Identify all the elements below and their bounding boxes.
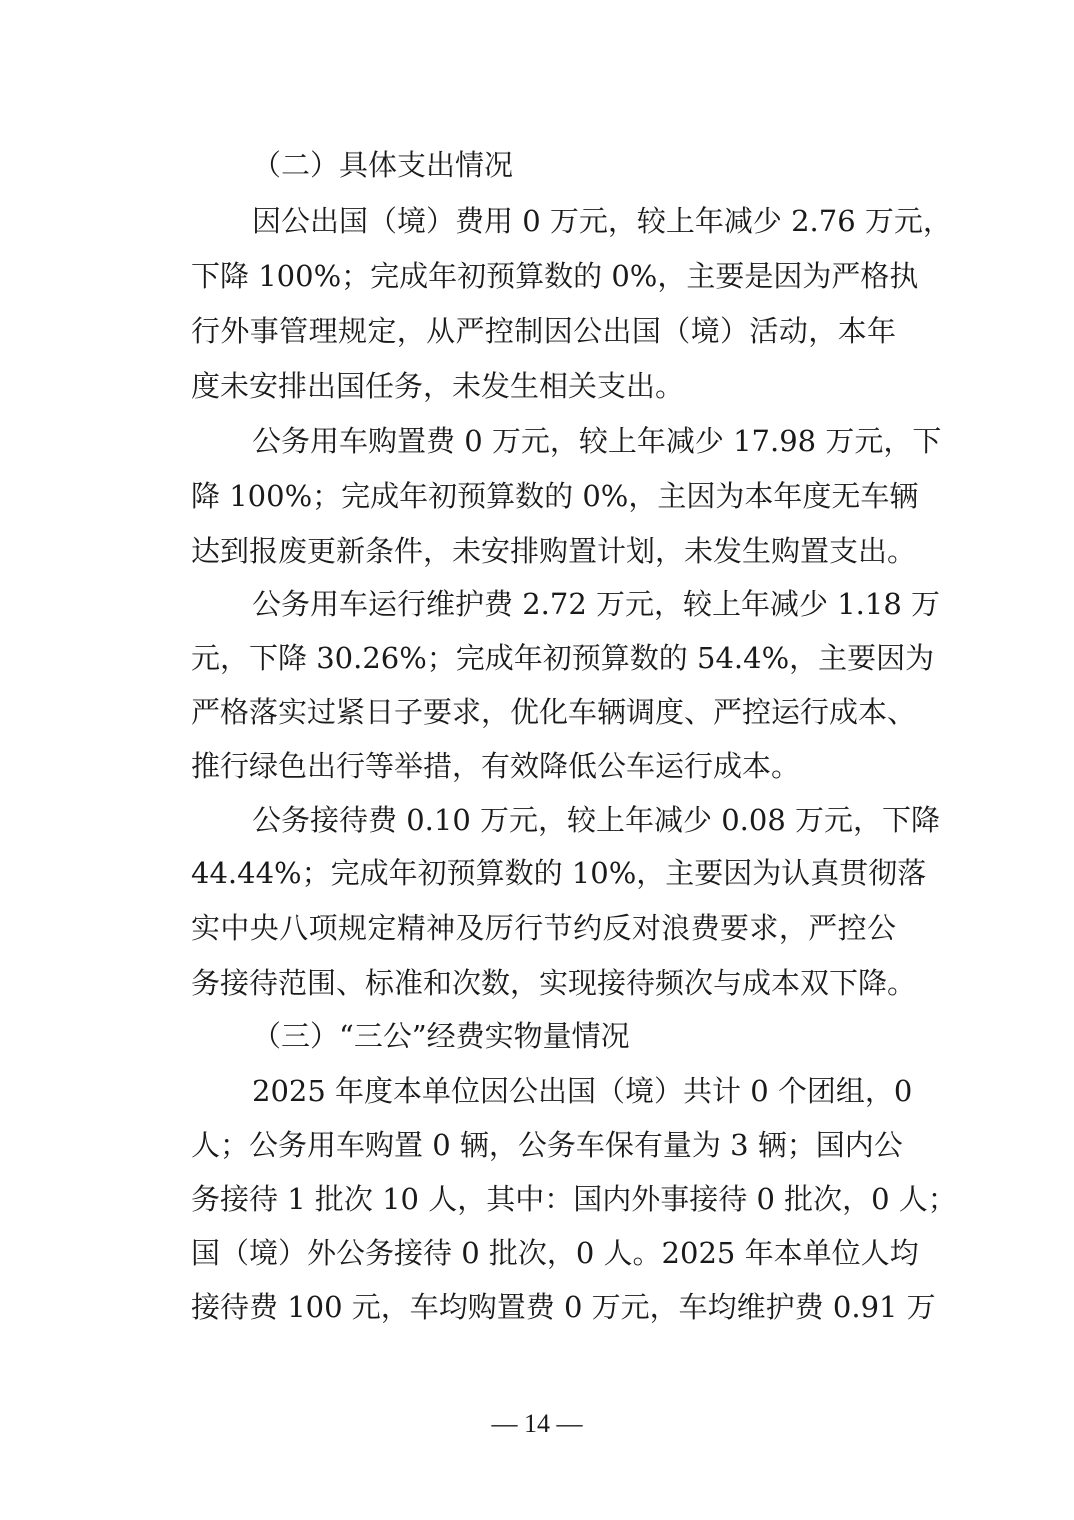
- paragraph-line: 务接待 1 批次 10 人，其中：国内外事接待 0 批次，0 人；: [191, 1182, 957, 1216]
- paragraph-line: 44.44%；完成年初预算数的 10%，主要因为认真贯彻落: [191, 856, 927, 890]
- page-number: — 14 —: [491, 1409, 583, 1438]
- paragraph-line: 人；公务用车购置 0 辆，公务车保有量为 3 辆；国内公: [191, 1128, 903, 1162]
- paragraph-line: 公务用车运行维护费 2.72 万元，较上年减少 1.18 万: [252, 587, 941, 621]
- paragraph-line: 务接待范围、标准和次数，实现接待频次与成本双下降。: [191, 966, 917, 1000]
- paragraph-line: 实中央八项规定精神及厉行节约反对浪费要求，严控公: [191, 911, 896, 945]
- paragraph-line: 推行绿色出行等举措，有效降低公车运行成本。: [191, 749, 801, 783]
- paragraph-line: 下降 100%；完成年初预算数的 0%，主要是因为严格执: [191, 259, 919, 293]
- paragraph-line: 行外事管理规定，从严控制因公出国（境）活动，本年: [191, 314, 896, 348]
- paragraph-line: 度未安排出国任务，未发生相关支出。: [191, 369, 685, 403]
- section-heading-3: （三）“三公”经费实物量情况: [252, 1019, 630, 1053]
- paragraph-line: 达到报废更新条件，未安排购置计划，未发生购置支出。: [191, 534, 917, 568]
- paragraph-line: 2025 年度本单位因公出国（境）共计 0 个团组，0: [252, 1074, 913, 1108]
- paragraph-line: 国（境）外公务接待 0 批次，0 人。2025 年本单位人均: [191, 1236, 919, 1270]
- paragraph-line: 因公出国（境）费用 0 万元，较上年减少 2.76 万元，: [252, 204, 952, 238]
- section-heading-2: （二）具体支出情况: [252, 148, 514, 182]
- paragraph-line: 公务接待费 0.10 万元，较上年减少 0.08 万元，下降: [252, 803, 941, 837]
- paragraph-line: 接待费 100 元，车均购置费 0 万元，车均维护费 0.91 万: [191, 1290, 936, 1324]
- paragraph-line: 严格落实过紧日子要求，优化车辆调度、严控运行成本、: [191, 695, 917, 729]
- paragraph-line: 降 100%；完成年初预算数的 0%，主因为本年度无车辆: [191, 479, 919, 513]
- paragraph-line: 元，下降 30.26%；完成年初预算数的 54.4%，主要因为: [191, 641, 935, 675]
- paragraph-line: 公务用车购置费 0 万元，较上年减少 17.98 万元，下: [252, 424, 942, 458]
